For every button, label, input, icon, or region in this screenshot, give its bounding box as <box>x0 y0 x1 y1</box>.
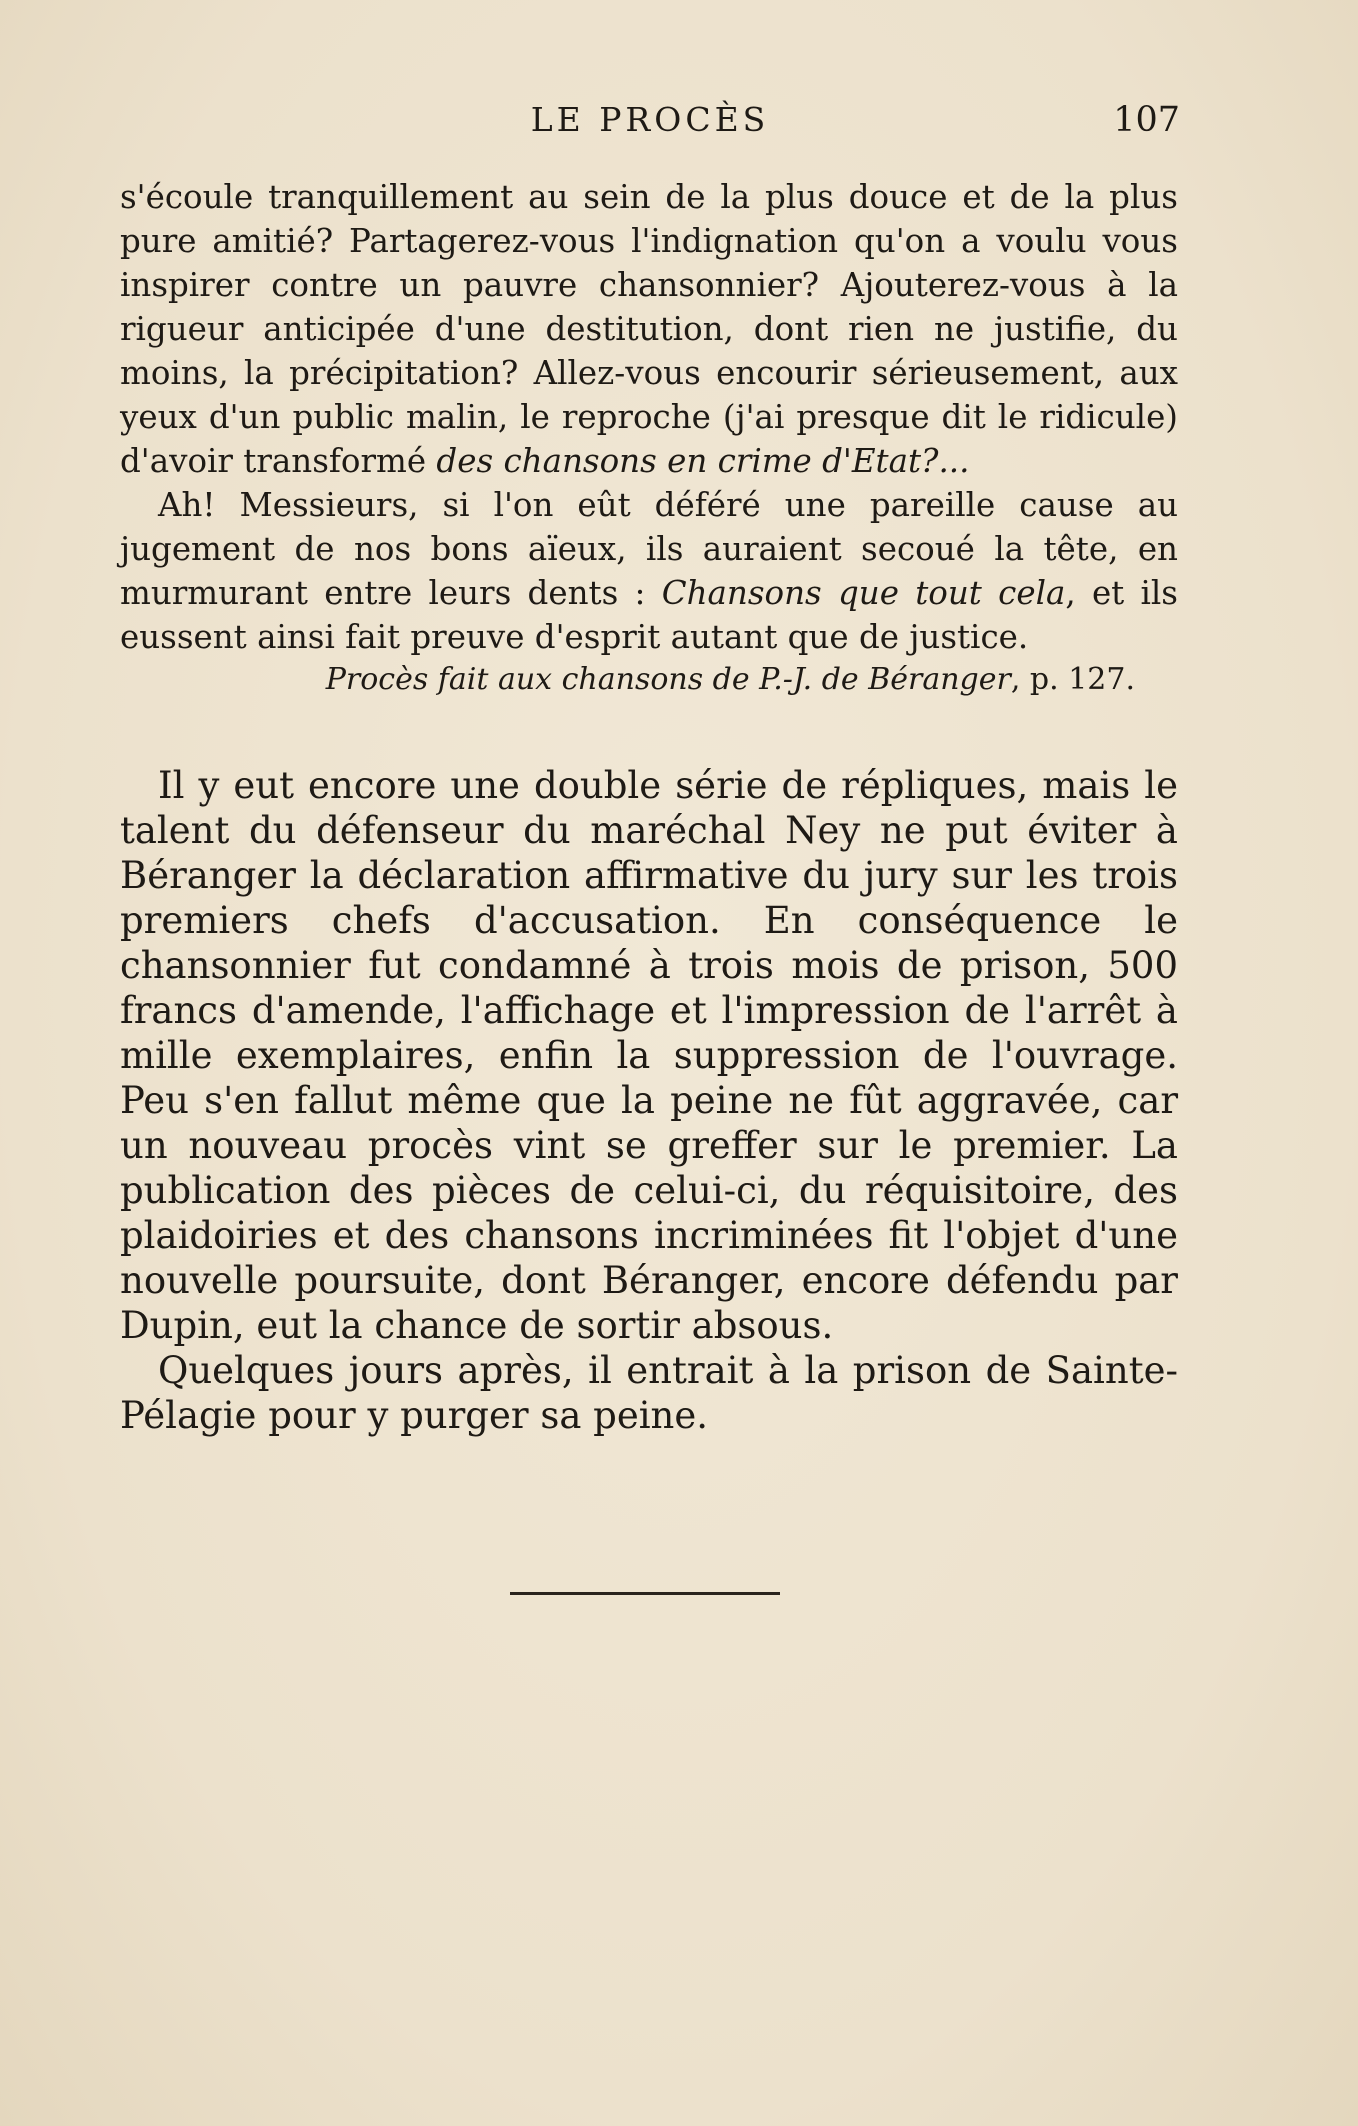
quote-italic-text: Chansons que tout cela <box>661 574 1066 612</box>
citation-source: Procès fait aux chansons de P.-J. de Béranger <box>325 662 1011 697</box>
running-title: LE PROCÈS <box>530 100 770 139</box>
quote-text: Ah! Messieurs, si l'on eût déféré une pareille cause au jugement de nos bons aïeux, ils auraient secoué la tête, en murmurant entre leurs dents : <box>120 486 1178 612</box>
quote-paragraph <box>120 483 1178 659</box>
body-paragraph: Il y eut encore une double série de répliques, mais le talent du défenseur du maréchal Ney ne put éviter à Béranger la déclaration affirmative du jury sur les trois premiers chefs d'accusation. En conséquence le chansonnier fut condamné à trois mois de prison, 500 francs d'amende, l'affichage et l'impression de l'arrêt à mille exemplaires, enfin la suppression de l'ouvrage. Peu s'en fallut même que la peine ne fût aggravée, car un nouveau procès vint se greffer sur le premier. La publication des pièces de celui-ci, du réquisitoire, des plaidoiries et des chansons incriminées fit l'objet d'une nouvelle poursuite, dont Béranger, encore défendu par Dupin, eut la chance de sortir absous. <box>120 764 1178 1347</box>
quote-text-after: , et ils eussent ainsi fait preuve d'esprit autant que de justice. <box>120 574 1178 656</box>
citation <box>120 658 1135 702</box>
citation-page: , p. 127. <box>1010 662 1135 697</box>
page-header <box>120 100 1180 150</box>
body-text <box>120 763 1178 1438</box>
section-divider-rule <box>510 1592 780 1595</box>
quote-italic-text: des chansons en crime d'Etat?... <box>436 442 970 480</box>
quote-text: s'écoule tranquillement au sein de la plus douce et de la plus pure amitié? Partagerez-vous l'indignation qu'on a voulu vous inspirer contre un pauvre chansonnier? Ajouterez-vous à la rigueur anticipée d'une destitution, dont rien ne justifie, du moins, la précipitation? Allez-vous encourir sérieusement, aux yeux d'un public malin, le reproche (j'ai presque dit le ridicule) d'avoir transformé <box>120 178 1178 480</box>
page-number: 107 <box>1113 100 1180 140</box>
body-paragraph: Quelques jours après, il entrait à la prison de Sainte-Pélagie pour y purger sa peine. <box>120 1349 1178 1437</box>
quote-paragraph <box>120 175 1178 483</box>
quoted-speech <box>120 175 1178 659</box>
